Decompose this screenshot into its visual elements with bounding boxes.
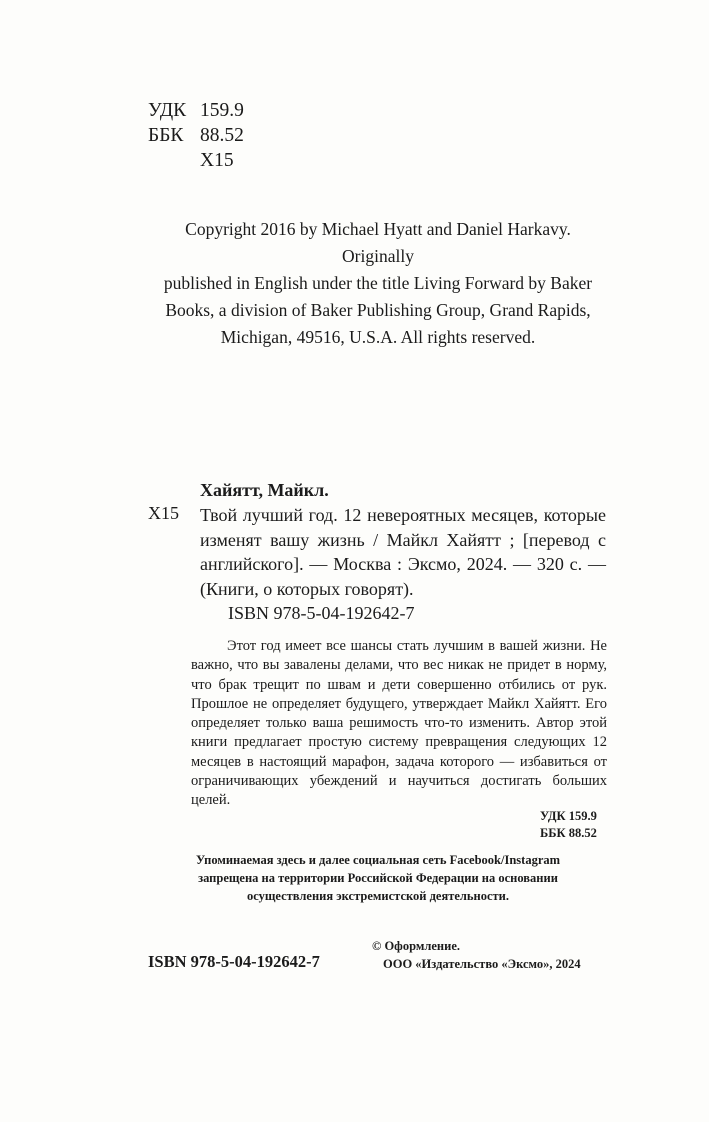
catalog-isbn: ISBN 978-5-04-192642-7 [228, 603, 415, 623]
catalog-author: Хайятт, Майкл. [200, 480, 329, 500]
bbk-row [148, 123, 244, 148]
notice-line: запрещена на территории Российской Федерации на основании [198, 871, 558, 885]
footer-isbn: ISBN 978-5-04-192642-7 [148, 952, 320, 971]
catalog-description: Твой лучший год. 12 невероятных месяцев, которые изменят вашу жизнь / Майкл Хайятт ; [перевод с английского]. — Москва : Эксмо, 2024. — 320 с. — (Книги, о которых говорят). [200, 505, 606, 599]
copyright-line: published in English under the title Living Forward by Baker [163, 273, 593, 293]
annotation-udk: УДК 159.9 [540, 809, 597, 823]
footer-design-credit: © Оформление. [372, 939, 461, 953]
copyright-line: Books, a division of Baker Publishing Group, Grand Rapids, [165, 300, 591, 320]
catalog-author-mark: Х15 [148, 503, 179, 523]
udk-label: УДК [148, 100, 187, 121]
bbk-value: 88.52 [200, 125, 244, 146]
author-mark-row [148, 148, 244, 173]
annotation-classification [540, 808, 597, 842]
footer-publisher: ООО «Издательство «Эксмо», 2024 [383, 957, 581, 971]
copyright-line: Michigan, 49516, U.S.A. All rights reserved. [220, 327, 536, 347]
annotation-text: Этот год имеет все шансы стать лучшим в вашей жизни. Не важно, что вы завалены делами, что вес никак не придет в норму, что брак трещит по швам и дети совершенно отбились от рук. Прошлое не определяет будущего, утверждает Майкл Хайятт. Его определяет только ваша решимость что-то изменить. Автор этой книги предлагает простую систему превращения следующих 12 месяцев в настоящий марафон, задача которого — избавиться от ограничивающих убеждений и научиться достигать больших целей. [191, 638, 607, 809]
notice-line: Упоминаемая здесь и далее социальная сеть Facebook/Instagram [195, 853, 561, 867]
udk-value: 159.9 [200, 100, 244, 121]
classification-block [148, 98, 244, 173]
bbk-label: ББК [148, 125, 184, 146]
notice-line: осуществления экстремистской деятельности. [246, 889, 510, 903]
legal-notice [158, 851, 598, 905]
udk-row [148, 98, 244, 123]
copyright-notice [148, 216, 608, 351]
author-mark: Х15 [200, 150, 234, 171]
annotation-bbk: ББК 88.52 [540, 826, 597, 840]
copyright-line: Copyright 2016 by Michael Hyatt and Daniel Harkavy. Originally [185, 219, 571, 266]
